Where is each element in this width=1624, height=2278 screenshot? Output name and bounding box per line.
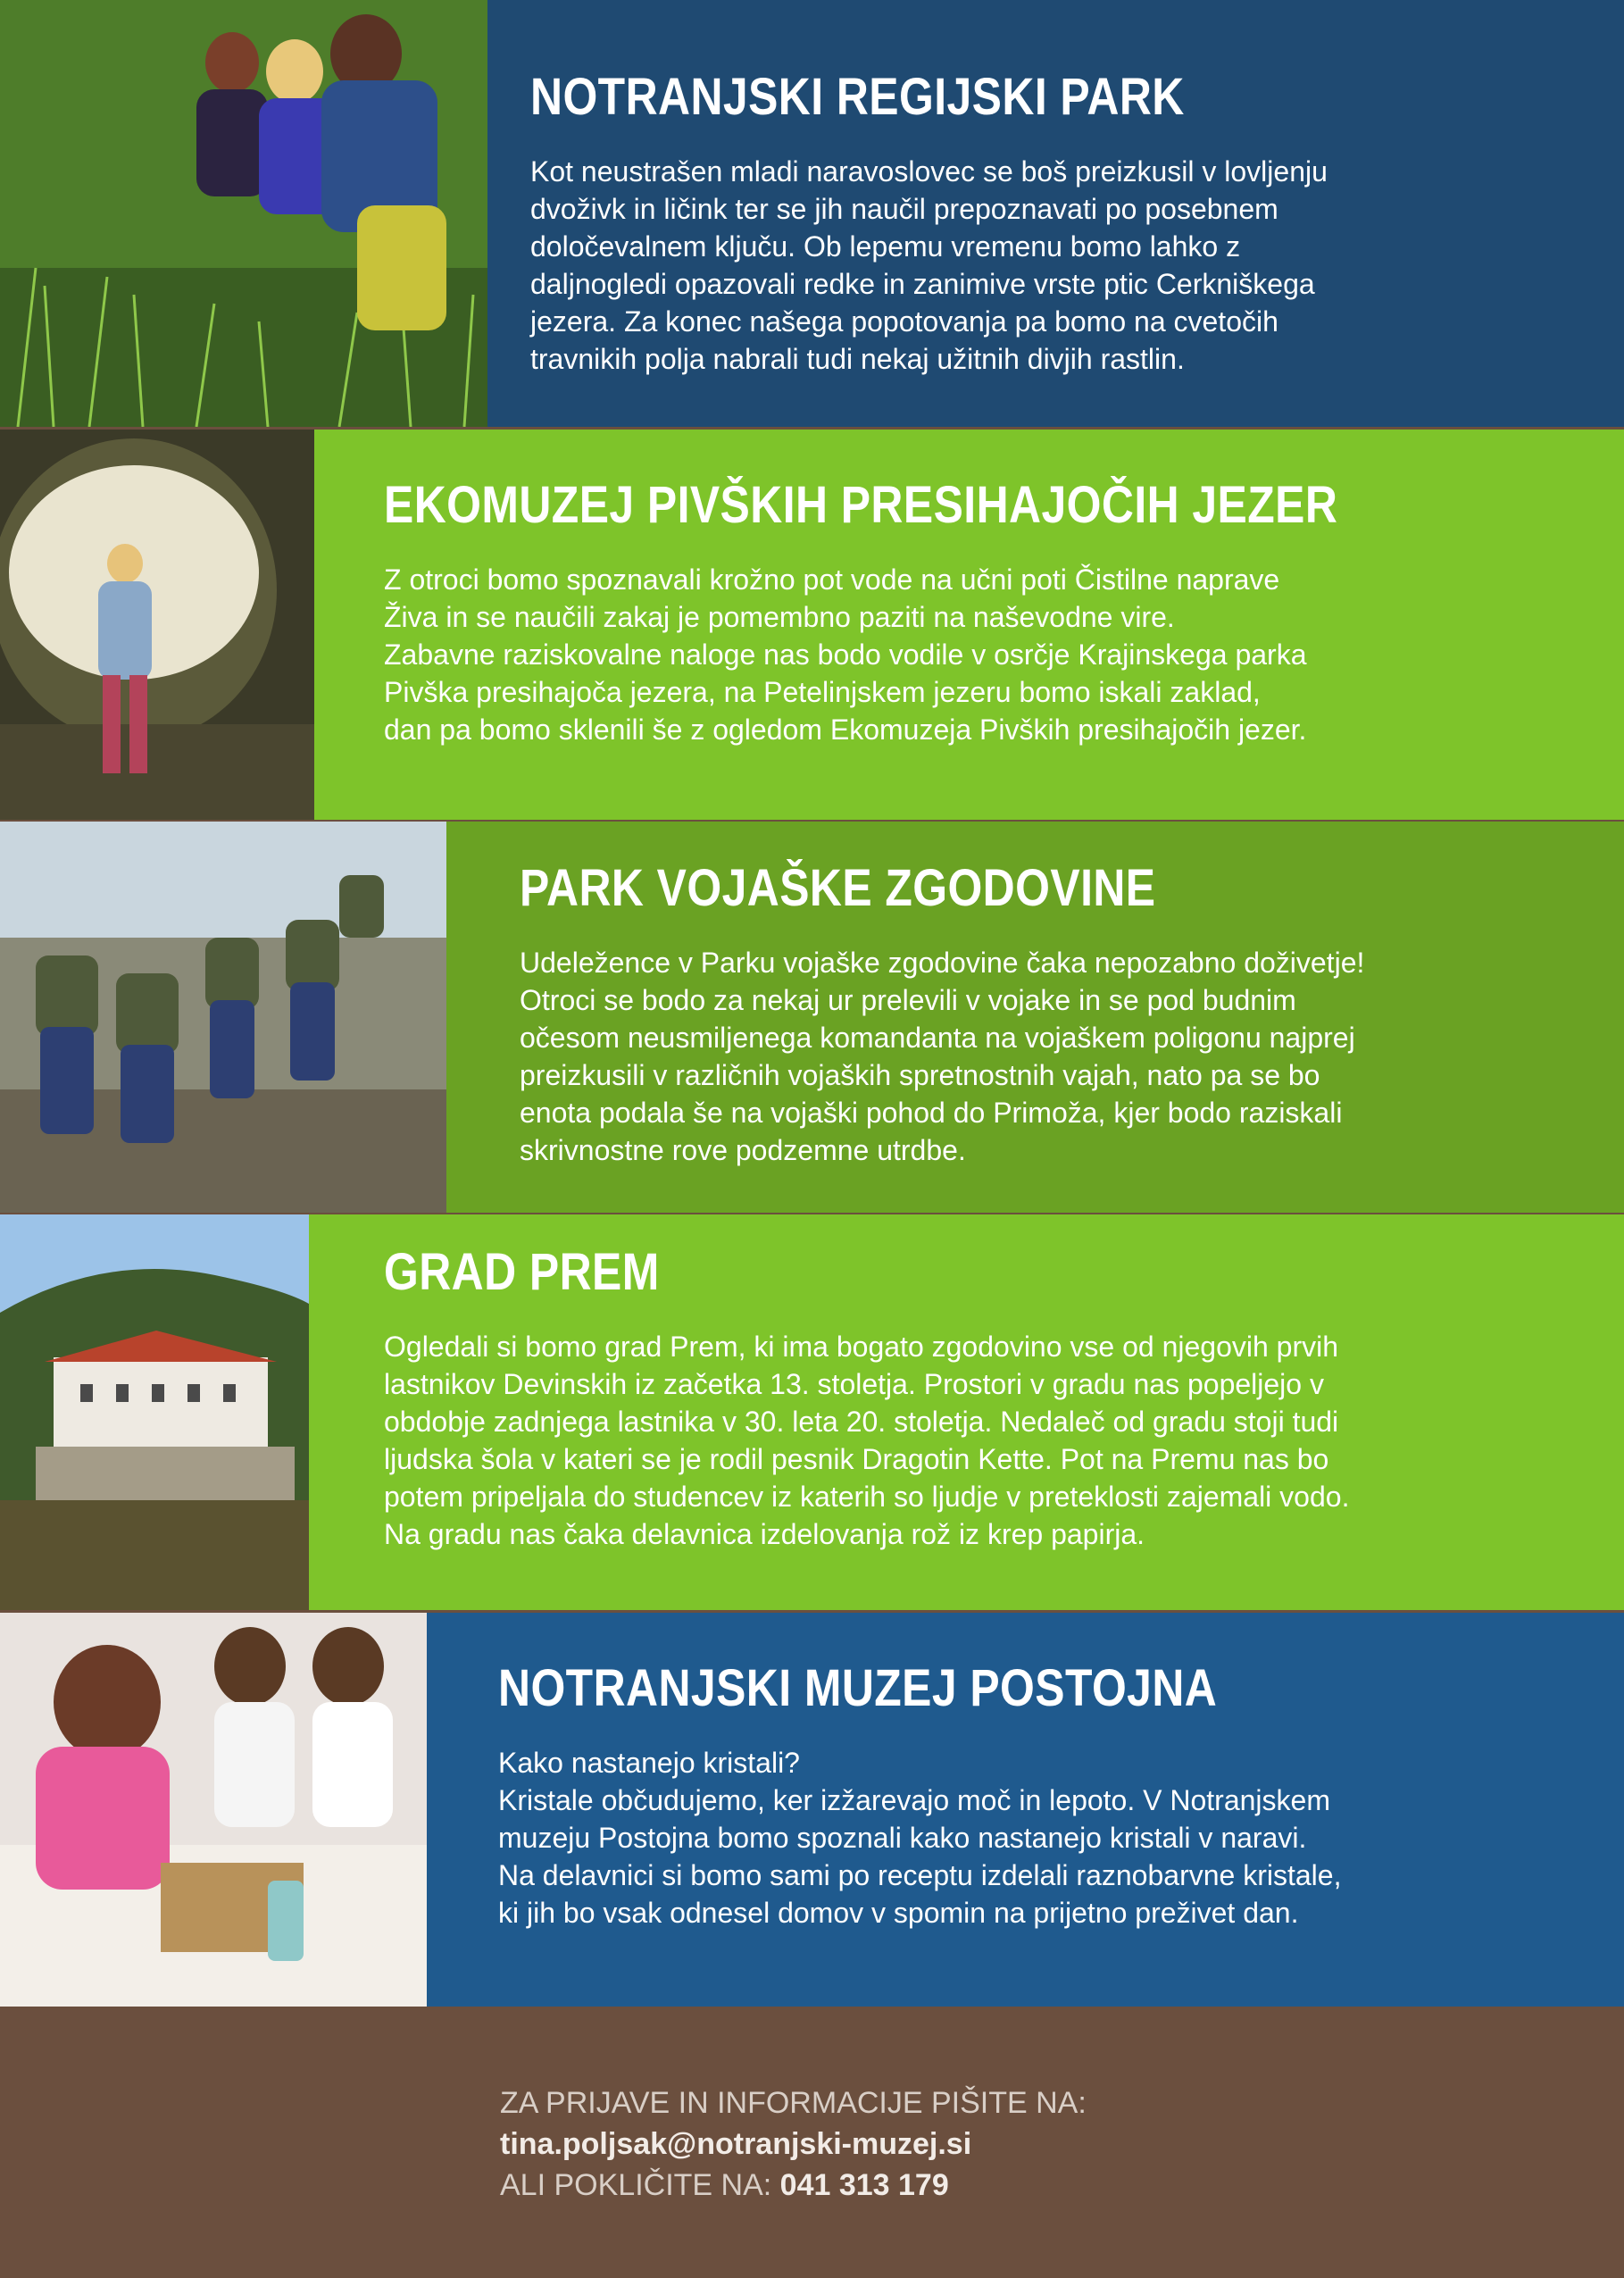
- contact-heading: ZA PRIJAVE IN INFORMACIJE PIŠITE NA:: [500, 2086, 1087, 2120]
- section-title: PARK VOJAŠKE ZGODOVINE: [520, 859, 1156, 917]
- section-content: [520, 859, 1591, 1169]
- contact-info: [500, 2082, 1087, 2206]
- contact-phone[interactable]: 041 313 179: [779, 2168, 949, 2202]
- section-notranjski-muzej-postojna: [0, 1613, 1624, 2007]
- section-title: NOTRANJSKI MUZEJ POSTOJNA: [498, 1659, 1218, 1717]
- contact-email[interactable]: tina.poljsak@notranjski-muzej.si: [500, 2127, 972, 2161]
- contact-footer: [0, 2009, 1624, 2278]
- section-content: [384, 1243, 1607, 1553]
- photo-prem-castle: [0, 1214, 309, 1610]
- section-title: EKOMUZEJ PIVŠKIH PRESIHAJOČIH JEZER: [384, 476, 1338, 534]
- section-description: Ogledali si bomo grad Prem, ki ima bogato zgodovino vse od njegovih prvih lastnikov Devinskih iz začetka 13. stoletja. Prostori v gradu nas popeljejo v obdobje zadnjega lastnika v 30. leta 20. stoletja. Nedaleč od gradu stoji tudi ljudska šola v kateri se je rodil pesnik Dragotin Kette. Pot na Premu nas bo potem pripeljala do studencev iz katerih so ljudje v preteklosti zajemali vodo. Na gradu nas čaka delavnica izdelovanja rož iz krep papirja.: [384, 1330, 1350, 1550]
- phone-label: ALI POKLIČITE NA:: [500, 2168, 780, 2202]
- photo-children-in-wetland: [0, 0, 487, 427]
- section-title: GRAD PREM: [384, 1243, 660, 1301]
- contact-phone-line: [500, 2165, 1087, 2206]
- section-description: Udeležence v Parku vojaške zgodovine čaka nepozabno doživetje! Otroci se bodo za nekaj ur prelevili v vojake in se pod budnim očesom neusmiljenega komandanta na vojaškem poligonu najprej preizkusili v različnih vojaških spretnostnih vajah, nato pa se bo enota podala še na vojaški pohod do Primoža, kjer bodo raziskali skrivnostne rove podzemne utrdbe.: [520, 946, 1365, 1166]
- section-content: [498, 1659, 1596, 1932]
- photo-children-hiking-with-backpacks: [0, 822, 446, 1213]
- section-grad-prem: [0, 1214, 1624, 1610]
- section-notranjski-regijski-park: [0, 0, 1624, 427]
- section-content: [530, 68, 1584, 378]
- section-park-vojaske-zgodovine: [0, 822, 1624, 1213]
- section-description: Kako nastanejo kristali? Kristale občudujemo, ker izžarevajo moč in lepoto. V Notranjskem muzeju Postojna bomo spoznali kako nastanejo kristali v naravi. Na delavnici si bomo sami po receptu izdelali raznobarvne kristale, ki jih bo vsak odnesel domov v spomin na prijetno preživet dan.: [498, 1746, 1342, 1929]
- section-description: Z otroci bomo spoznavali krožno pot vode na učni poti Čistilne naprave Živa in se naučili zakaj je pomembno paziti na naševodne vire. Zabavne raziskovalne naloge nas bodo vodile v osrčje Krajinskega parka Pivška presihajoča jezera, na Petelinjskem jezeru bomo iskali zaklad, dan pa bomo sklenili še z ogledom Ekomuzeja Pivških presihajočih jezer.: [384, 563, 1307, 746]
- photo-children-crystal-workshop: [0, 1613, 427, 2007]
- section-ekomuzej: [0, 430, 1624, 820]
- section-content: [384, 476, 1580, 748]
- photo-child-at-exhibit: [0, 430, 314, 820]
- section-title: NOTRANJSKI REGIJSKI PARK: [530, 68, 1185, 126]
- section-description: Kot neustrašen mladi naravoslovec se boš preizkusil v lovljenju dvoživk in ličink ter se jih naučil prepoznavati po posebnem določevalnem ključu. Ob lepemu vremenu bomo lahko z daljnogledi opazovali redke in zanimive vrste ptic Cerkniškega jezera. Za konec našega popotovanja pa bomo na cvetočih travnikih polja nabrali tudi nekaj užitnih divjih rastlin.: [530, 154, 1328, 375]
